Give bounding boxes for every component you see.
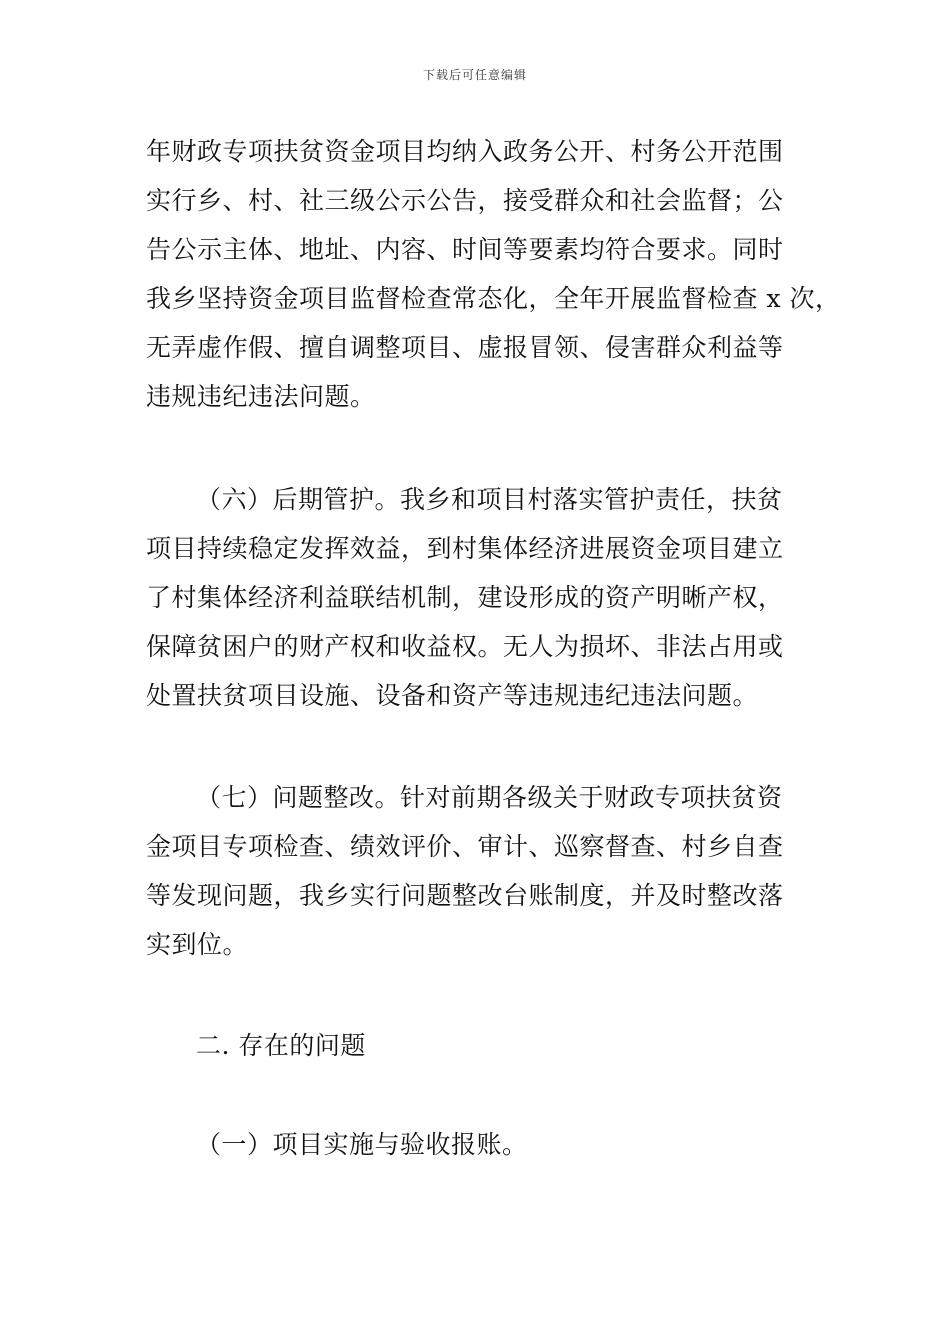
text-line: 违规违纪违法问题。 [146, 382, 376, 411]
text-line: 保障贫困户的财产权和收益权。无人为损坏、非法占用或 [146, 632, 784, 661]
text-line: 项目持续稳定发挥效益，到村集体经济进展资金项目建立 [146, 534, 784, 563]
text-line: （六）后期管护。我乡和项目村落实管护责任，扶贫 [196, 485, 783, 514]
text-line: （七）问题整改。针对前期各级关于财政专项扶贫资 [196, 783, 783, 812]
text-line: 金项目专项检查、绩效评价、审计、巡察督查、村乡自查 [146, 832, 784, 861]
section-heading: 二. 存在的问题 [196, 1031, 366, 1060]
page-header: 下载后可任意编辑 [422, 68, 527, 82]
text-line: 实到位。 [146, 930, 249, 959]
text-line: 处置扶贫项目设施、设备和资产等违规违纪违法问题。 [146, 681, 759, 710]
text-line: 告公示主体、地址、内容、时间等要素均符合要求。同时 [146, 235, 784, 264]
text-line: 实行乡、村、社三级公示公告，接受群众和社会监督；公 [146, 186, 784, 215]
text-line: 无弄虚作假、擅自调整项目、虚报冒领、侵害群众利益等 [146, 333, 784, 362]
text-line: 年财政专项扶贫资金项目均纳入政务公开、村务公开范围 [146, 137, 784, 166]
text-line: 等发现问题，我乡实行问题整改台账制度，并及时整改落 [146, 881, 784, 910]
subsection-heading: （一）项目实施与验收报账。 [196, 1130, 528, 1159]
text-line: 我乡坚持资金项目监督检查常态化，全年开展监督检查 x 次， [146, 284, 841, 313]
text-line: 了村集体经济利益联结机制，建设形成的资产明晰产权， [146, 583, 784, 612]
